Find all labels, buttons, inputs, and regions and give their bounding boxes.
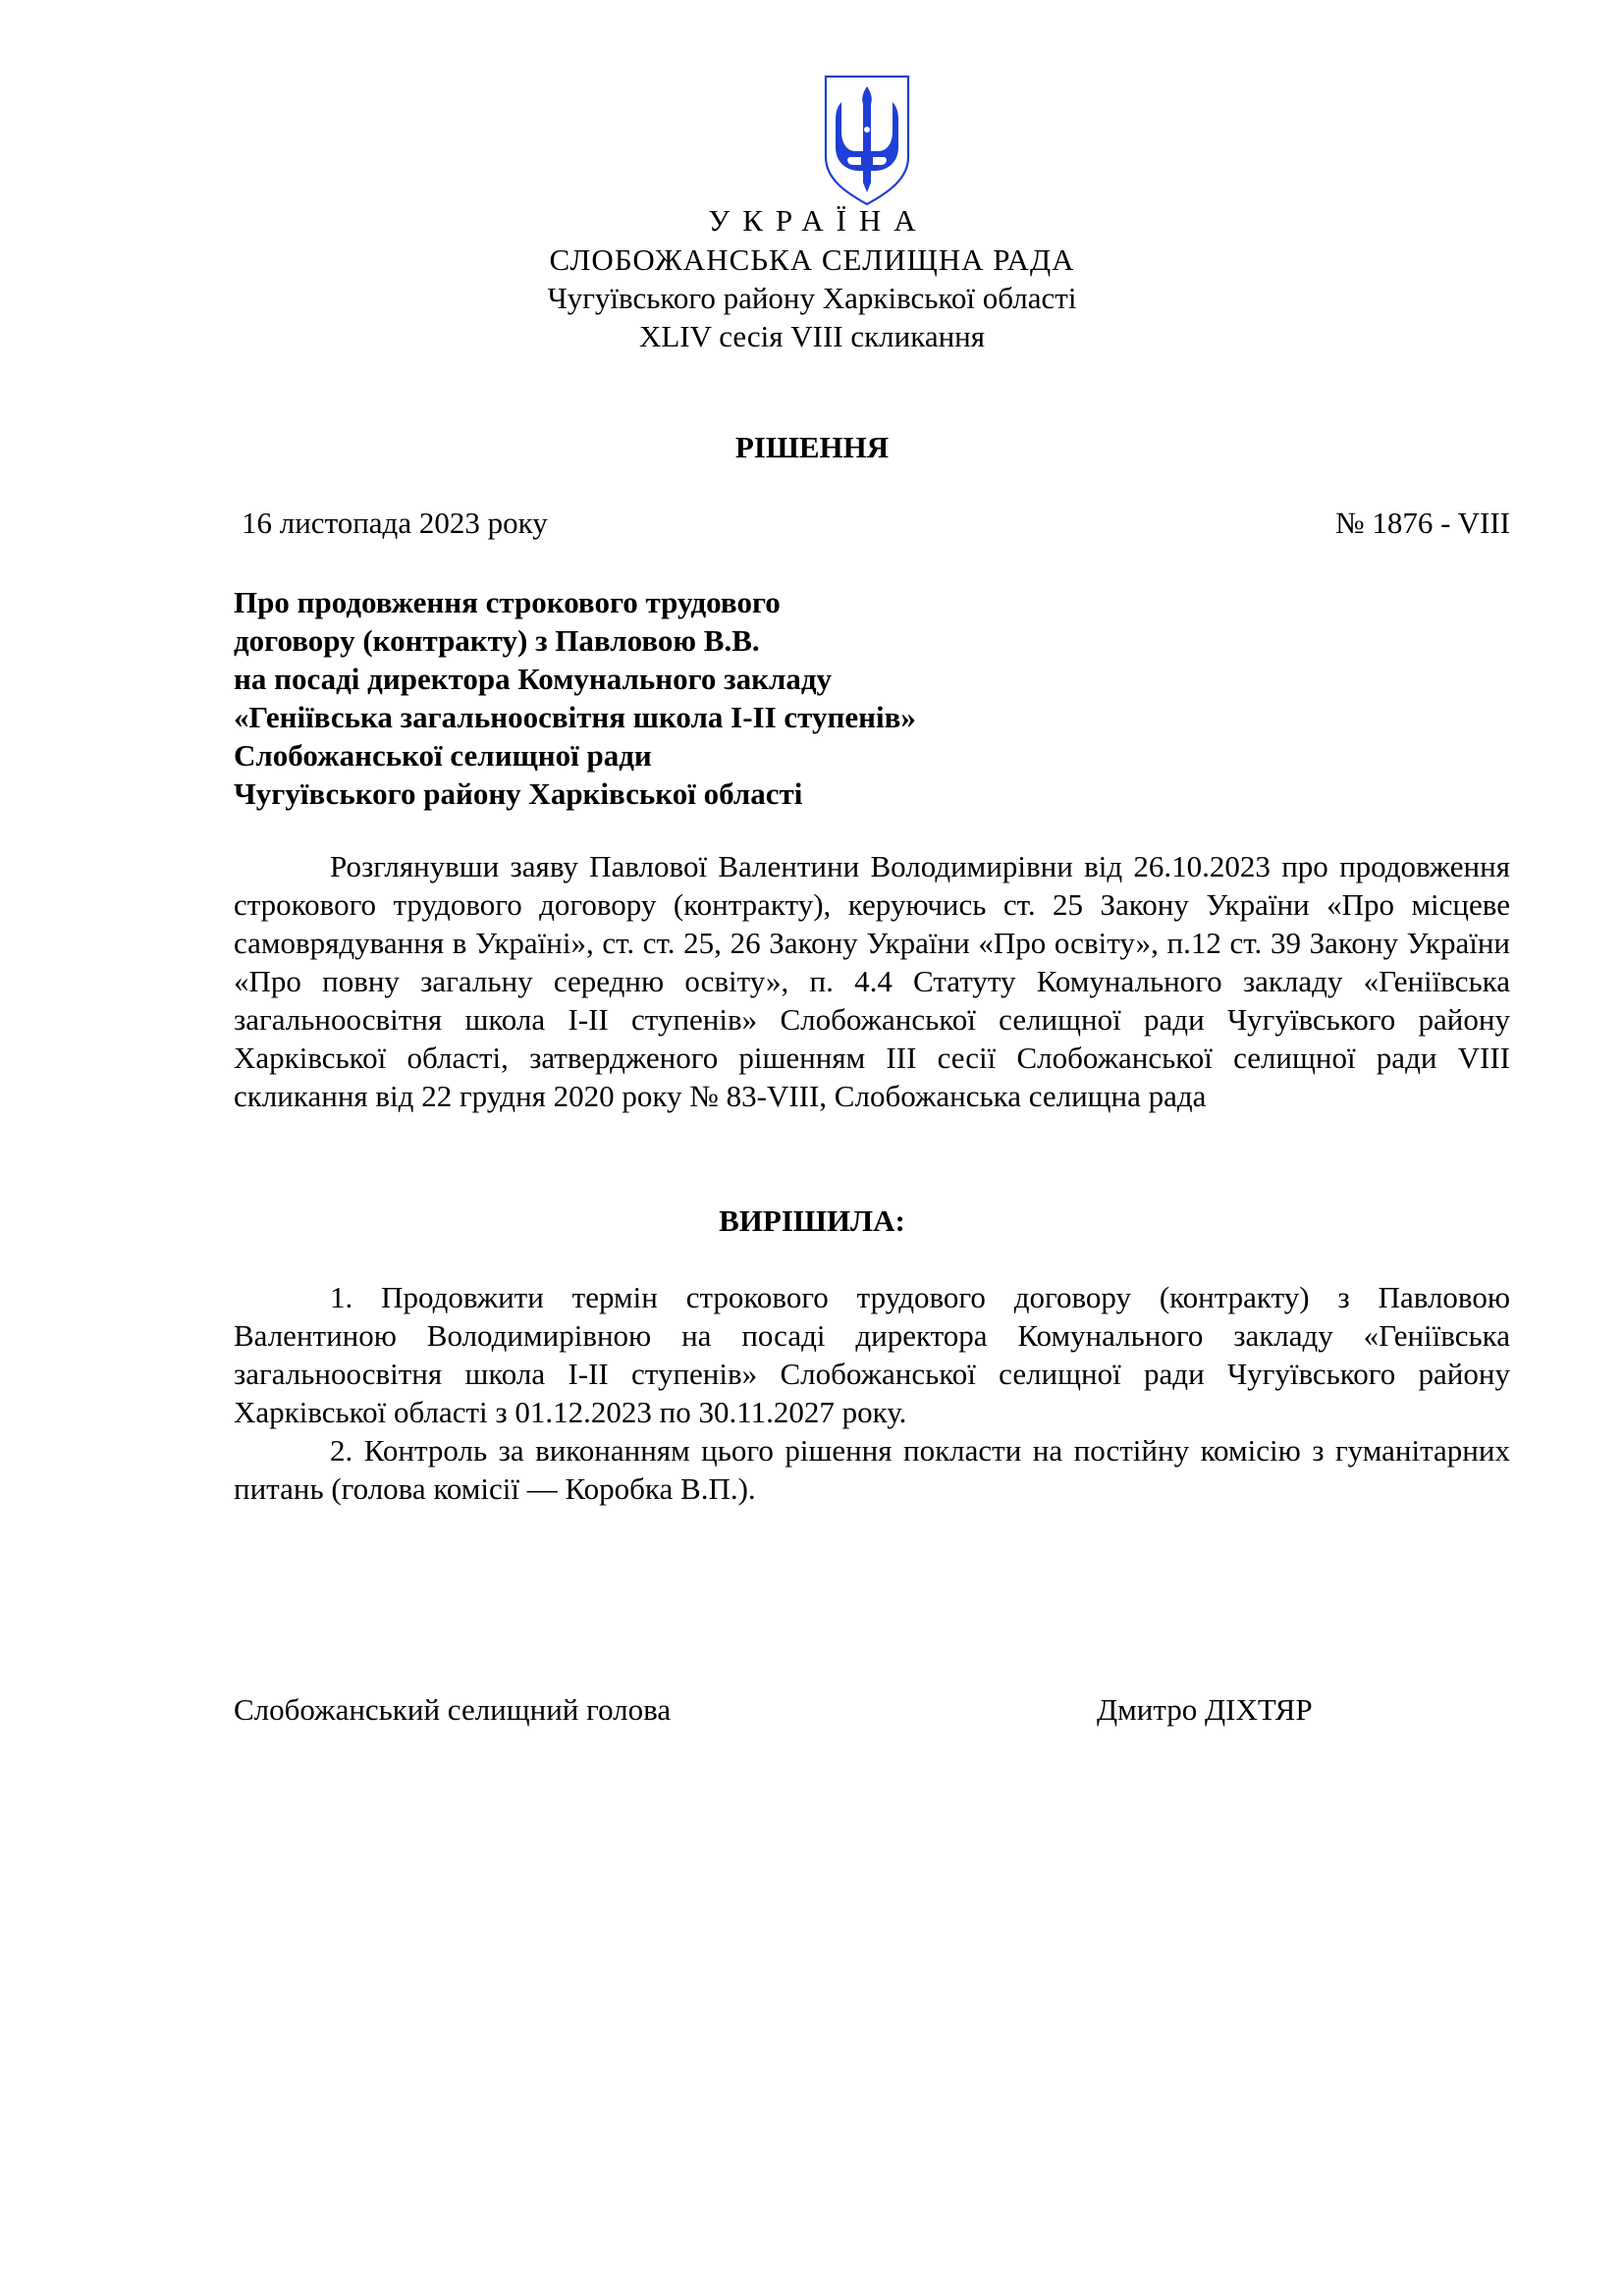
subject-line: на посаді директора Комунального закладу	[234, 662, 833, 696]
resolution-item: 2. Контроль за виконанням цього рішення покласти на постійну комісію з гуманітарних питань (голова комісії — Коробка В.П.).	[234, 1433, 1510, 1506]
decision-date: 16 листопада 2023 року	[242, 506, 548, 540]
signer-position: Слобожанський селищний голова	[234, 1692, 672, 1727]
preamble-paragraph: Розглянувши заяву Павлової Валентини Володимирівни від 26.10.2023 про продовження строкового трудового договору (контракту), керуючись ст. 25 Закону України «Про місцеве самоврядування в Україні», ст. ст. 25, 26 Закону України «Про освіту», п.12 ст. 39 Закону України «Про повну загальну середню освіту», п. 4.4 Статуту Комунального закладу «Геніївська загальноосвітня школа І-ІІ ступенів» Слобожанської селищної ради Чугуївського району Харківської області, затвердженого рішенням ІІІ сесії Слобожанської селищної ради VIII скликання від 22 грудня 2020 року № 83-VIII, Слобожанська селищна рада	[234, 849, 1510, 1113]
subject-line: Про продовження строкового трудового	[234, 585, 781, 619]
subject-line: Слобожанської селищної ради	[234, 738, 652, 773]
subject-line: договору (контракту) з Павловою В.В.	[234, 623, 760, 658]
resolution-item: 1. Продовжити термін строкового трудового договору (контракту) з Павловою Валентиною Володимирівною на посаді директора Комунального закладу «Геніївська загальноосвітня школа І-ІІ ступенів» Слобожанської селищної ради Чугуївського району Харківської області з 01.12.2023 по 30.11.2027 року.	[234, 1280, 1510, 1429]
district-name: Чугуївського району Харківської області	[547, 281, 1077, 315]
decision-number: № 1876 - VIII	[1335, 506, 1510, 540]
subject-line: «Геніївська загальноосвітня школа І-ІІ ступенів»	[234, 700, 916, 734]
session-info: XLIV сесія VIII скликання	[638, 319, 986, 353]
council-name: СЛОБОЖАНСЬКА СЕЛИЩНА РАДА	[549, 242, 1075, 277]
resolution-items	[234, 1278, 1510, 1508]
resolved-title: ВИРІШИЛА:	[719, 1203, 905, 1238]
signer-name: Дмитро ДІХТЯР	[1097, 1692, 1313, 1727]
preamble-section	[234, 847, 1510, 1115]
country-name: УКРАЇНА	[708, 203, 929, 238]
decision-subject	[234, 583, 1216, 813]
trident-emblem-icon	[820, 73, 914, 208]
subject-line: Чугуївського району Харківської області	[234, 776, 803, 811]
decision-title: РІШЕННЯ	[734, 430, 890, 464]
